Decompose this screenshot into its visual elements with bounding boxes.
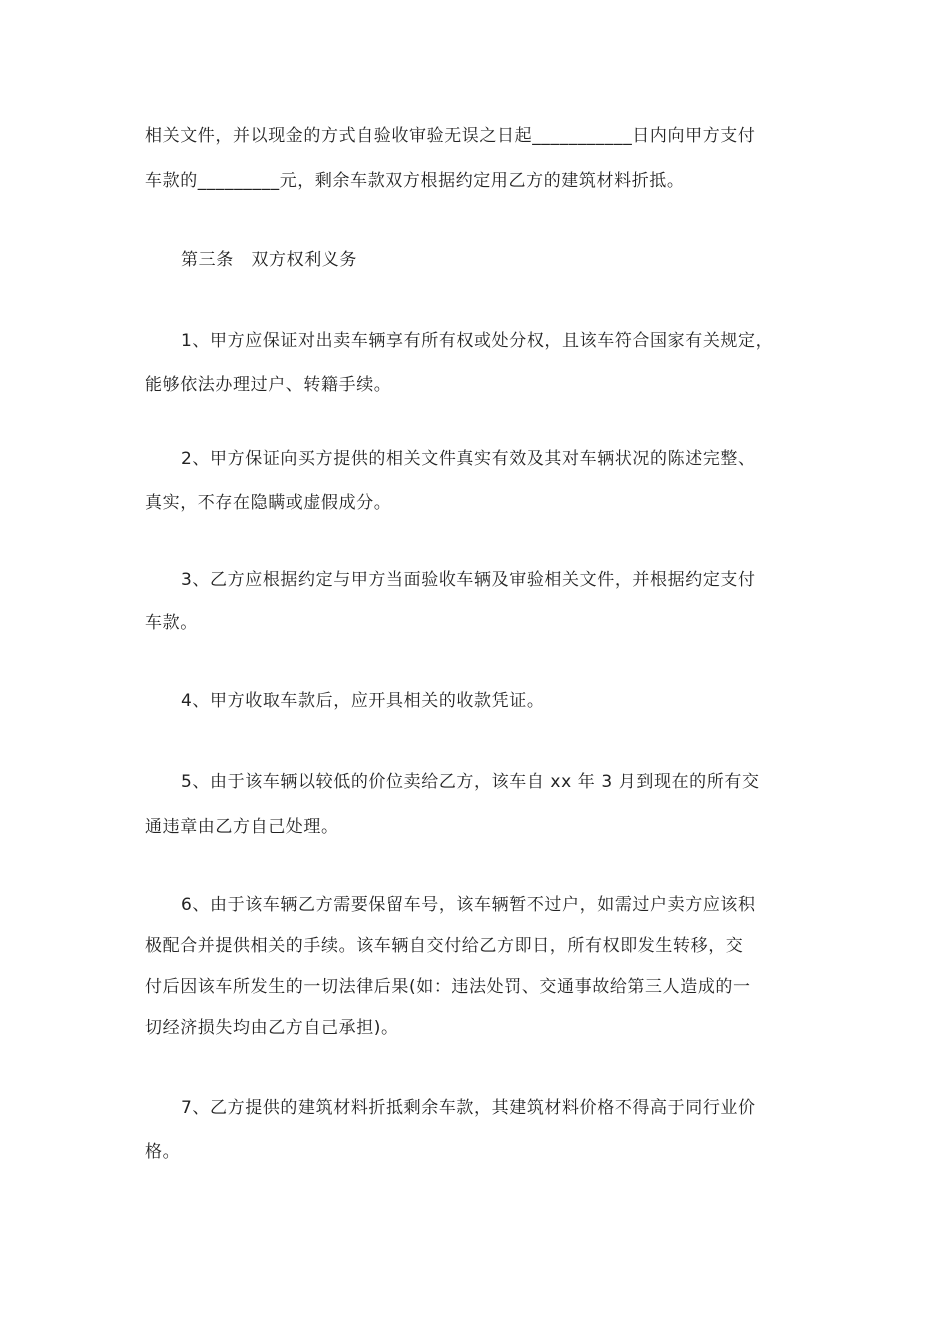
clause-7-line-2: 格。 <box>145 1142 181 1162</box>
clause-4-line-1: 4、甲方收取车款后，应开具相关的收款凭证。 <box>181 691 545 711</box>
clause-5-line-2: 通违章由乙方自己处理。 <box>145 817 339 837</box>
paragraph-payment-line-2: 车款的_________元，剩余车款双方根据约定用乙方的建筑材料折抵。 <box>145 171 685 191</box>
clause-1-line-1: 1、甲方应保证对出卖车辆享有所有权或处分权，且该车符合国家有关规定， <box>181 331 774 351</box>
clause-5-line-1: 5、由于该车辆以较低的价位卖给乙方，该车自 xx 年 3 月到现在的所有交 <box>181 772 760 792</box>
clause-1-line-2: 能够依法办理过户、转籍手续。 <box>145 375 392 395</box>
clause-7-line-1: 7、乙方提供的建筑材料折抵剩余车款，其建筑材料价格不得高于同行业价 <box>181 1098 756 1118</box>
clause-2-line-2: 真实，不存在隐瞒或虚假成分。 <box>145 493 392 513</box>
paragraph-payment-line-1: 相关文件，并以现金的方式自验收审验无误之日起___________日内向甲方支付 <box>145 126 756 146</box>
clause-6-line-1: 6、由于该车辆乙方需要保留车号，该车辆暂不过户，如需过户卖方应该积 <box>181 895 756 915</box>
clause-6-line-3: 付后因该车所发生的一切法律后果(如：违法处罚、交通事故给第三人造成的一 <box>145 977 751 997</box>
clause-3-line-2: 车款。 <box>145 613 198 633</box>
clause-6-line-4: 切经济损失均由乙方自己承担)。 <box>145 1018 399 1038</box>
section-heading-article-3: 第三条 双方权利义务 <box>181 250 357 270</box>
clause-6-line-2: 极配合并提供相关的手续。该车辆自交付给乙方即日，所有权即发生转移，交 <box>145 936 744 956</box>
clause-3-line-1: 3、乙方应根据约定与甲方当面验收车辆及审验相关文件，并根据约定支付 <box>181 570 756 590</box>
clause-2-line-1: 2、甲方保证向买方提供的相关文件真实有效及其对车辆状况的陈述完整、 <box>181 449 756 469</box>
